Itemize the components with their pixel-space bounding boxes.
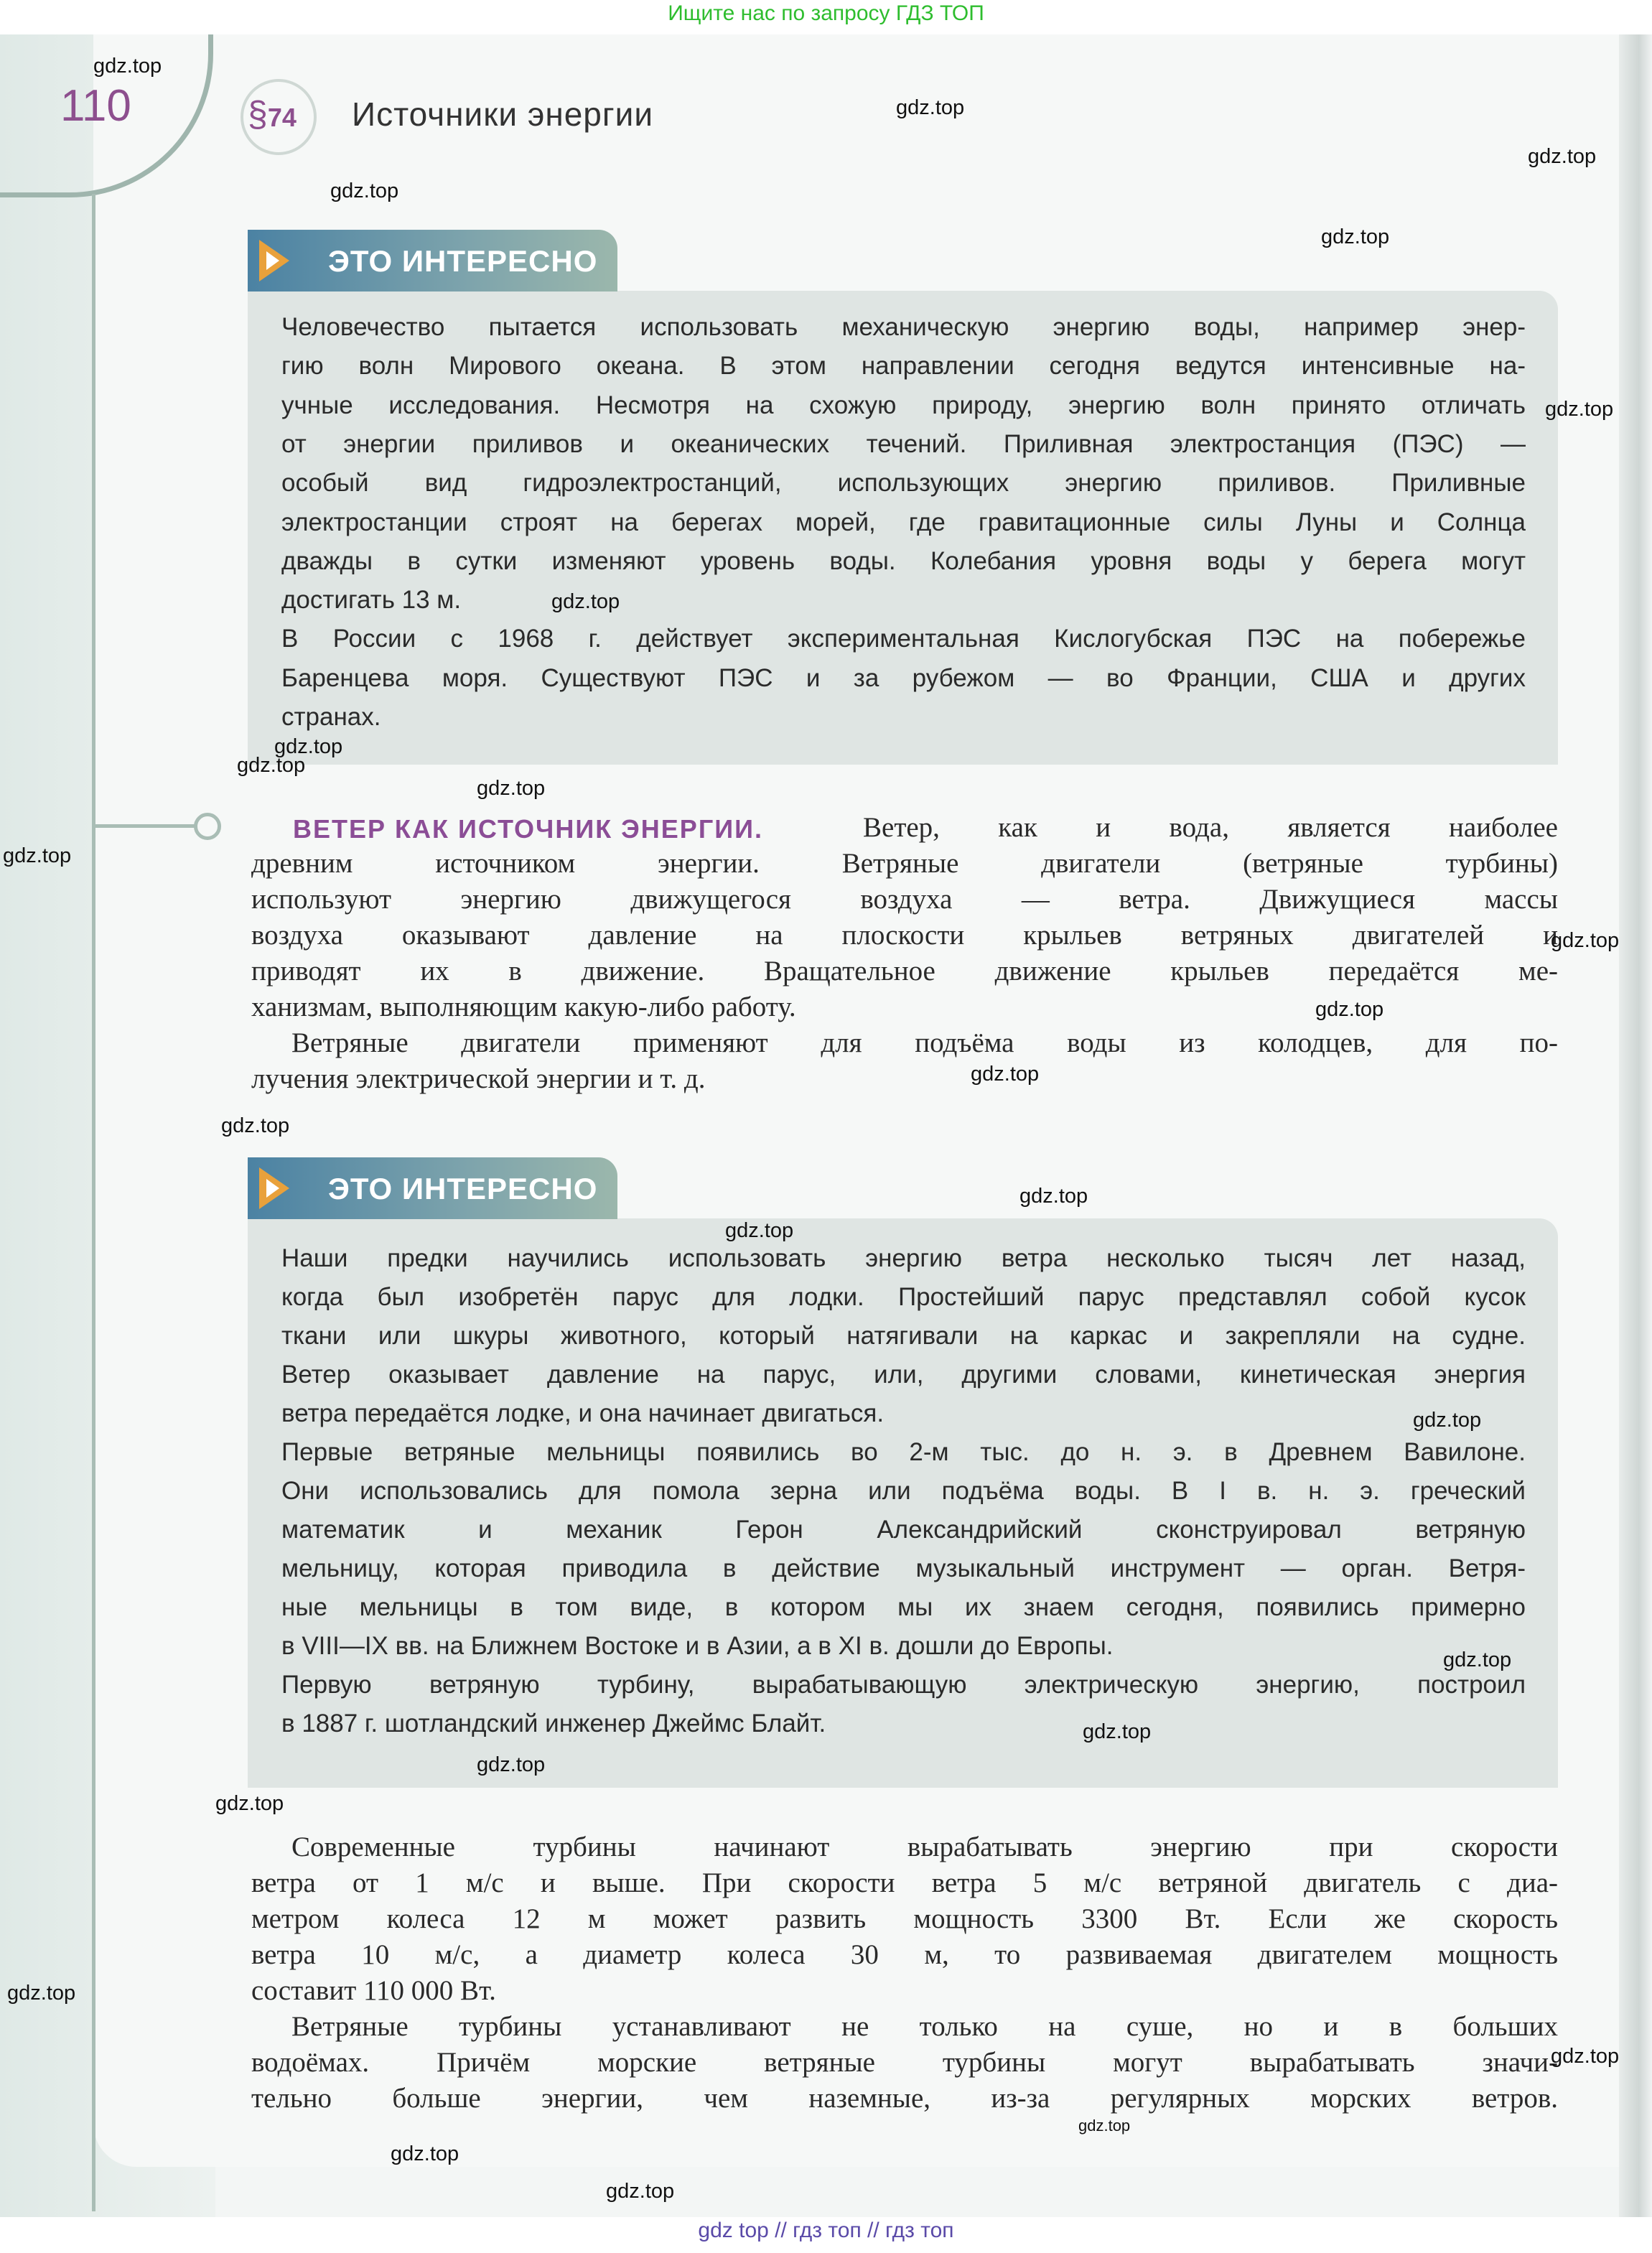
box2-text-line: ветра передаётся лодке, и она начинает двигаться. <box>281 1399 885 1427</box>
box2-text-line: в VIII—IX вв. на Ближнем Востоке и в Азии, а в XI в. дошли до Европы. <box>281 1632 1114 1660</box>
paragraph-number <box>248 93 297 135</box>
box1-text-line: от энергии приливов и океанических течений. Приливная электростанция (ПЭС) — <box>281 429 1526 458</box>
watermark: gdz.top <box>896 96 965 119</box>
play-triangle-icon <box>256 237 292 284</box>
watermark: gdz.top <box>971 1063 1040 1086</box>
box2-text-line: когда был изобретён парус для лодки. Простейший парус представлял собой кусок <box>281 1283 1526 1311</box>
box2-text-line: ткани или шкуры животного, который натягивали на каркас и закрепляли на судне. <box>281 1322 1526 1350</box>
box2-text-line: Первые ветряные мельницы появились во 2-м тыс. до н. э. в Древнем Вавилоне. <box>281 1438 1526 1466</box>
section-heading: ВЕТЕР КАК ИСТОЧНИК ЭНЕРГИИ. <box>293 814 763 844</box>
box2-text-line: ные мельницы в том виде, в котором мы их знаем сегодня, появились примерно <box>281 1593 1526 1621</box>
box2-text-line: Ветер оказывает давление на парус, или, другими словами, кинетическая энергия <box>281 1361 1526 1389</box>
interesting-label: ЭТО ИНТЕРЕСНО <box>328 244 598 278</box>
book-spine <box>1619 34 1652 2217</box>
watermark: gdz.top <box>725 1219 794 1242</box>
watermark: gdz.top <box>93 55 162 78</box>
box1-text-line: В России с 1968 г. действует экспериментальная Кислогубская ПЭС на побережье <box>281 625 1526 653</box>
closing-text-line: метром колеса 12 м может развить мощность 3300 Вт. Если же скорость <box>251 1903 1558 1934</box>
box2-text-line: математик и механик Герон Александрийский сконструировал ветряную <box>281 1516 1526 1544</box>
watermark: gdz.top <box>330 179 399 202</box>
watermark: gdz.top <box>274 735 343 758</box>
box1-text-line: учные исследования. Несмотря на схожую природу, энергию волн принято отличать <box>281 391 1526 419</box>
section-text-line: воздуха оказывают давление на плоскости крыльев ветряных двигателей и <box>251 920 1558 951</box>
interesting-label: ЭТО ИНТЕРЕСНО <box>328 1172 598 1205</box>
closing-text-line: ветра от 1 м/с и выше. При скорости ветра 5 м/с ветряной двигатель с диа- <box>251 1867 1558 1898</box>
section-connector <box>92 824 200 828</box>
interesting-tab-2 <box>248 1157 617 1219</box>
box1-text-line: Человечество пытается использовать механическую энергию воды, например энер- <box>281 313 1526 341</box>
watermark: gdz.top <box>3 844 72 867</box>
paragraph-number-value: 74 <box>267 103 297 132</box>
watermark: gdz.top <box>1545 398 1614 421</box>
section-text-line: лучения электрической энергии и т. д. <box>251 1063 706 1094</box>
interesting-tab-1 <box>248 230 617 291</box>
watermark: gdz.top <box>1321 225 1390 248</box>
search-banner[interactable]: Ищите нас по запросу ГДЗ ТОП <box>668 1 984 25</box>
watermark: gdz.top <box>1019 1185 1088 1208</box>
watermark: gdz.top <box>391 2142 459 2165</box>
box2-text-line: в 1887 г. шотландский инженер Джеймс Блайт. <box>281 1709 826 1737</box>
section-node-icon <box>194 813 221 840</box>
closing-text-line: Современные турбины начинают вырабатывать энергию при скорости <box>291 1832 1558 1862</box>
watermark: gdz.top <box>221 1114 290 1137</box>
closing-text-line: тельно больше энергии, чем наземные, из-за регулярных морских ветров. <box>251 2083 1558 2114</box>
box2-text-line: мельницу, которая приводила в действие музыкальный инструмент — орган. Ветря- <box>281 1554 1526 1582</box>
section-text-line: используют энергию движущегося воздуха — ветра. Движущиеся массы <box>251 884 1558 915</box>
box1-text-line: Баренцева моря. Существуют ПЭС и за рубежом — во Франции, США и других <box>281 663 1526 692</box>
box2-text-line: Они использовались для помола зерна или подъёма воды. В I в. н. э. греческий <box>281 1477 1526 1505</box>
box1-text-line: особый вид гидроэлектростанций, использующих энергию приливов. Приливные <box>281 469 1526 498</box>
watermark: gdz.top <box>477 1753 546 1776</box>
box1-text-line: гию волн Мирового океана. В этом направлении сегодня ведутся интенсивные на- <box>281 352 1526 381</box>
watermark: gdz.top <box>606 2180 675 2203</box>
closing-text-line: водоёмах. Причём морские ветряные турбины могут вырабатывать значи- <box>251 2047 1558 2078</box>
box1-text-line: электростанции строят на берегах морей, где гравитационные силы Луны и Солнца <box>281 508 1526 536</box>
watermark: gdz.top <box>1083 1720 1152 1743</box>
closing-text-line: составит 110 000 Вт. <box>251 1975 496 2006</box>
watermark: gdz.top <box>477 777 546 800</box>
watermark: gdz.top <box>215 1792 284 1815</box>
section-text-line: Ветряные двигатели применяют для подъёма воды из колодцев, для по- <box>291 1027 1558 1058</box>
section-text-line: ханизмам, выполняющим какую-либо работу. <box>251 992 796 1022</box>
margin-line <box>92 194 95 2211</box>
watermark: gdz.top <box>1413 1409 1482 1432</box>
paragraph-sign: § <box>248 94 268 134</box>
watermark: gdz.top <box>1551 929 1620 952</box>
closing-text-line: ветра 10 м/с, а диаметр колеса 30 м, то развиваемая двигателем мощность <box>251 1939 1558 1970</box>
footer-links[interactable]: gdz top // гдз топ // гдз топ <box>698 2219 954 2242</box>
watermark: gdz.top <box>1078 2117 1131 2135</box>
watermark: gdz.top <box>1443 1648 1512 1671</box>
box2-text-line: Первую ветряную турбину, вырабатывающую электрическую энергию, построил <box>281 1671 1526 1699</box>
box1-text-line: достигать 13 м. <box>281 586 462 615</box>
watermark: gdz.top <box>1315 998 1384 1021</box>
section-text-line: приводят их в движение. Вращательное движение крыльев передаётся ме- <box>251 956 1558 986</box>
section-text-line: древним источником энергии. Ветряные двигатели (ветряные турбины) <box>251 848 1558 879</box>
play-triangle-icon <box>256 1165 292 1212</box>
box2-text-line: Наши предки научились использовать энергию ветра несколько тысяч лет назад, <box>281 1244 1526 1272</box>
watermark: gdz.top <box>237 754 306 777</box>
page-title: Источники энергии <box>352 95 654 133</box>
box1-text-line: дважды в сутки изменяют уровень воды. Колебания уровня воды у берега могут <box>281 546 1526 575</box>
watermark: gdz.top <box>1528 145 1597 168</box>
page-number: 110 <box>60 81 131 131</box>
section-text-line: Ветер, как и вода, является наиболее <box>863 812 1558 843</box>
watermark: gdz.top <box>551 590 620 613</box>
closing-text-line: Ветряные турбины устанавливают не только на суше, но и в больших <box>291 2011 1558 2042</box>
watermark: gdz.top <box>7 1982 76 2005</box>
box1-text-line: странах. <box>281 703 381 731</box>
watermark: gdz.top <box>1551 2045 1620 2068</box>
